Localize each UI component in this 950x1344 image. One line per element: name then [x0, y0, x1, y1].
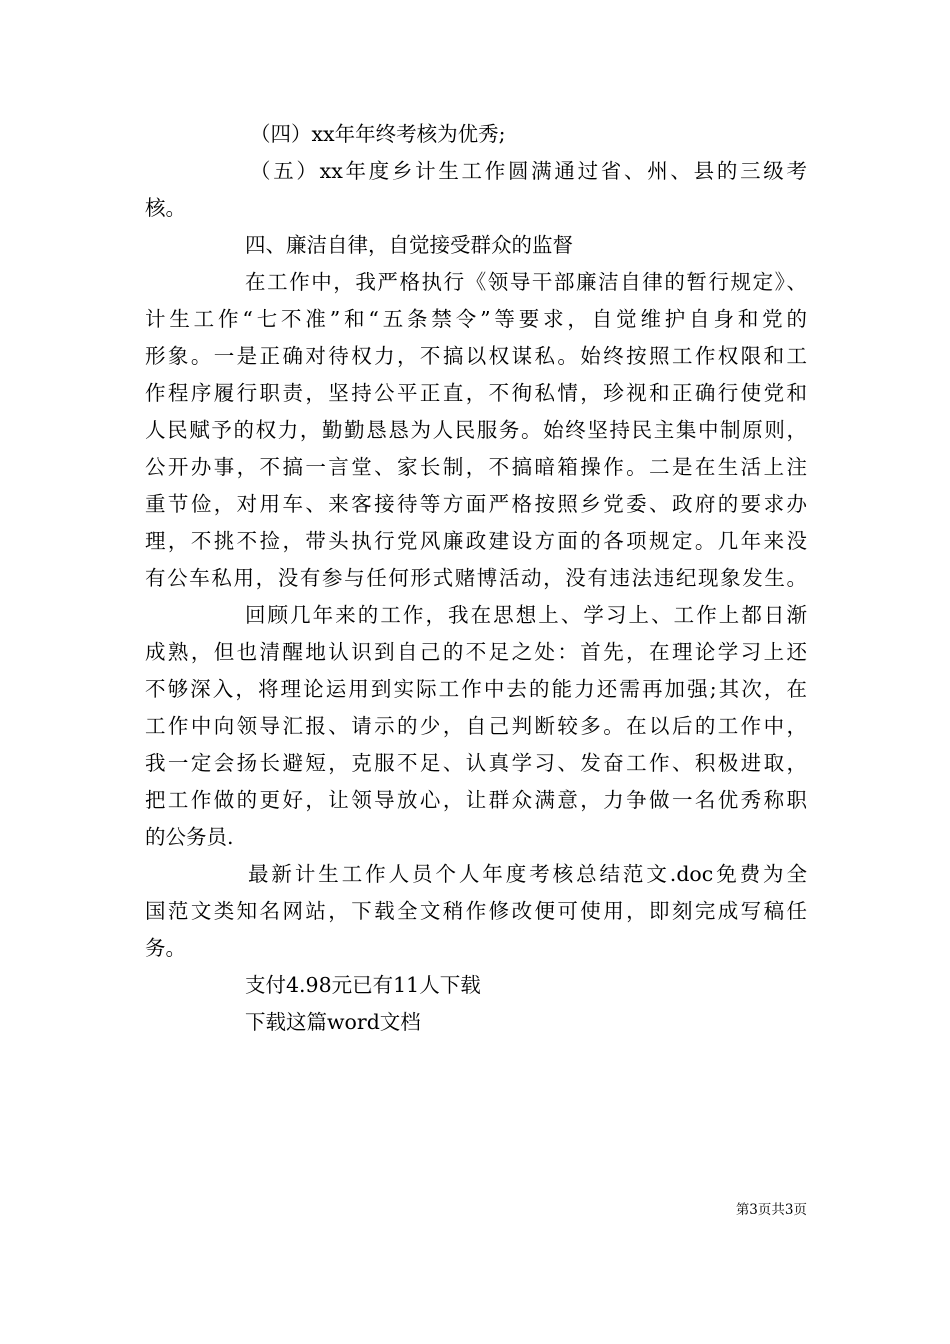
paragraph-line: 在工作中，我严格执行《领导干部廉洁自律的暂行规定》、	[245, 270, 807, 294]
paragraph-line: 的公务员.	[145, 825, 234, 849]
list-item-five: （五）xx年度乡计生工作圆满通过省、州、县的三级考	[250, 159, 807, 183]
page-number: 第3页共3页	[735, 1202, 807, 1218]
paragraph-line: 公开办事，不搞一言堂、家长制，不搞暗箱操作。二是在生活上注	[145, 455, 807, 479]
promo-line: 最新计生工作人员个人年度考核总结范文.doc免费为全	[248, 862, 807, 886]
payment-text: 支付4.98元已有11人下载	[245, 973, 481, 997]
paragraph-line: 计生工作“七不准”和“五条禁令”等要求，自觉维护自身和党的	[145, 307, 807, 331]
paragraph-line: 不够深入，将理论运用到实际工作中去的能力还需再加强;其次，在	[145, 677, 807, 701]
paragraph-line: 我一定会扬长避短，克服不足、认真学习、发奋工作、积极进取，	[145, 751, 807, 775]
paragraph-line: 理，不挑不捡，带头执行党风廉政建设方面的各项规定。几年来没	[145, 529, 807, 553]
paragraph-line: 回顾几年来的工作，我在思想上、学习上、工作上都日渐	[245, 603, 807, 627]
list-item-five-cont: 核。	[145, 196, 186, 220]
download-word-link[interactable]: 下载这篇word文档	[245, 1010, 421, 1034]
promo-line: 国范文类知名网站，下载全文稍作修改便可使用，即刻完成写稿任	[145, 899, 807, 923]
paragraph-line: 重节俭，对用车、来客接待等方面严格按照乡党委、政府的要求办	[145, 492, 807, 516]
section-heading: 四、廉洁自律，自觉接受群众的监督	[245, 233, 573, 257]
paragraph-line: 作程序履行职责，坚持公平正直，不徇私情，珍视和正确行使党和	[145, 381, 807, 405]
paragraph-line: 成熟，但也清醒地认识到自己的不足之处：首先，在理论学习上还	[145, 640, 807, 664]
paragraph-line: 形象。一是正确对待权力，不搞以权谋私。始终按照工作权限和工	[145, 344, 807, 368]
paragraph-line: 有公车私用，没有参与任何形式赌博活动，没有违法违纪现象发生。	[145, 566, 807, 590]
list-item-four: （四）xx年年终考核为优秀;	[250, 122, 506, 146]
document-body	[145, 116, 807, 1041]
promo-line: 务。	[145, 936, 186, 960]
paragraph-line: 把工作做的更好，让领导放心，让群众满意，力争做一名优秀称职	[145, 788, 807, 812]
paragraph-line: 工作中向领导汇报、请示的少，自己判断较多。在以后的工作中，	[145, 714, 807, 738]
paragraph-line: 人民赋予的权力，勤勤恳恳为人民服务。始终坚持民主集中制原则，	[145, 418, 807, 442]
